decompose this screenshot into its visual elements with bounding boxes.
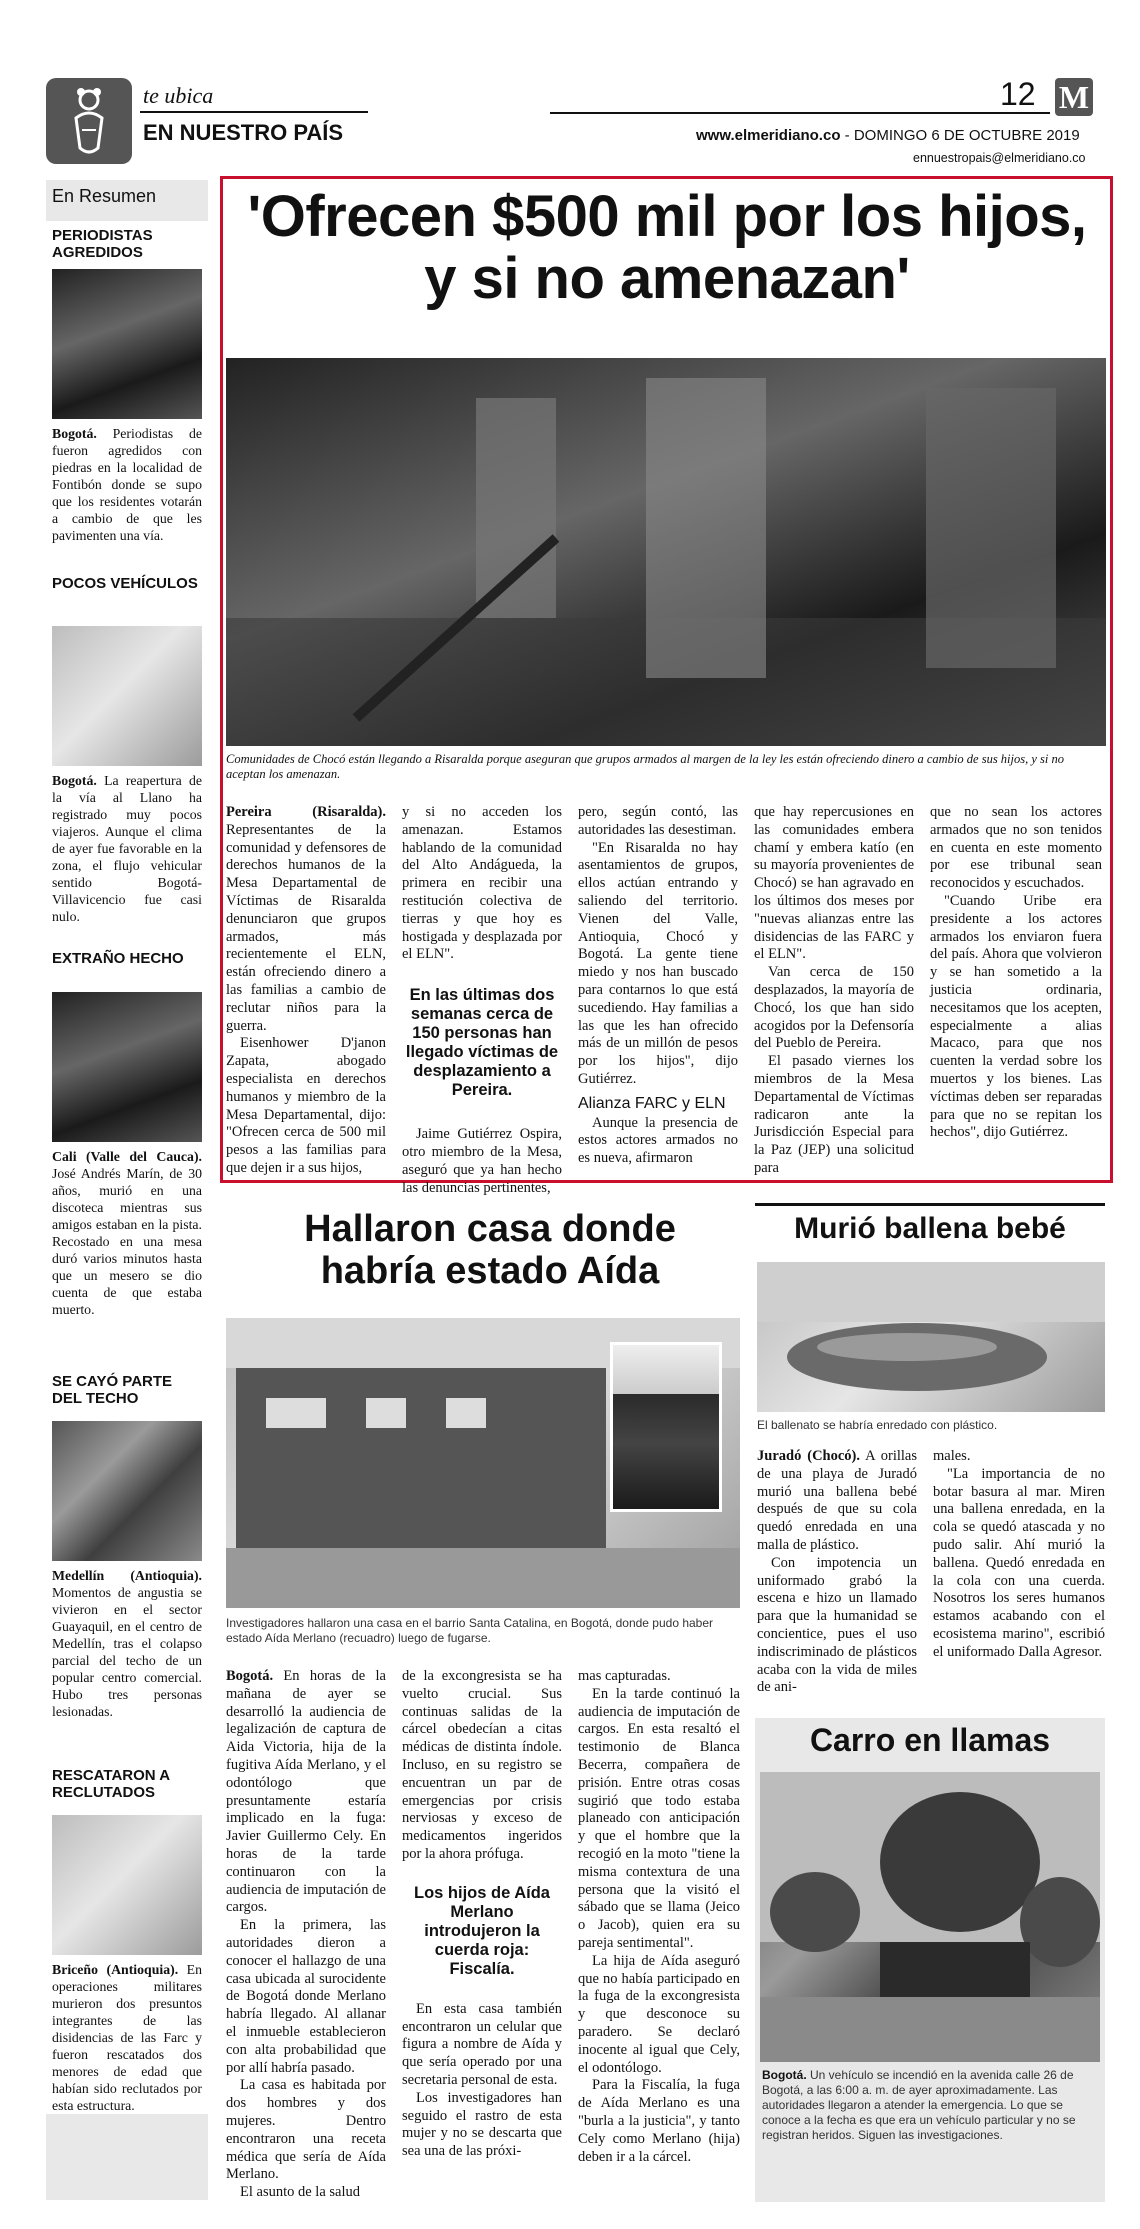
section-logo bbox=[46, 78, 132, 164]
main-headline: 'Ofrecen $500 mil por los hijos, y si no amenazan' bbox=[247, 184, 1087, 311]
date-text: - DOMINGO 6 DE OCTUBRE 2019 bbox=[844, 127, 1080, 144]
aida-photo-caption: Investigadores hallaron una casa en el barrio Santa Catalina, en Bogotá, donde pudo haber estado Aída Merlano (recuadro) luego de fugarse. bbox=[226, 1616, 714, 1645]
whale-headline: Murió ballena bebé bbox=[794, 1212, 1066, 1245]
whale-caption: El ballenato se habría enredado con plástico. bbox=[757, 1418, 998, 1432]
sidebar-text: Medellín (Antioquia). Momentos de angustia se vivieron en el sector Guayaquil, en el centro de Medellín, tras el colapso parcial del techo de un popular centro comercial. Hubo tres personas lesionadas. bbox=[52, 1568, 202, 1719]
sidebar-headline: EXTRAÑO HECHO bbox=[52, 950, 184, 967]
sidebar-text: Bogotá. Periodistas de fueron agredidos con piedras en la localidad de Fontibón donde se supo que los residentes votarán a cambio de que les pavimenten una vía. bbox=[52, 426, 202, 543]
sidebar-title: En Resumen bbox=[52, 186, 157, 206]
logo-letter: M bbox=[1058, 79, 1090, 115]
whale-col-2: males. "La importancia de no botar basura al mar. Miren una ballena enredada, en la cola se quedó atascada y no pudo salir. Ahí murió la ballena. Quedó enredada en la cola con una cuerda. Nosotros los seres humanos estamos acabando con el ecosistema marino", escribió el uniformado Dalla Agresor. bbox=[933, 1448, 1105, 1660]
aida-portrait-photo bbox=[610, 1342, 722, 1512]
sidebar-headline: PERIODISTAS AGREDIDOS bbox=[52, 227, 153, 261]
figure-icon bbox=[46, 78, 132, 164]
main-col-2: y si no acceden los amenazan. Estamos hablando de la comunidad del Alto Andágueda, la primera en recibir una restitución colectiva de tierras y que hoy es hostigada y desplazada por el ELN". En las últimas dos semanas cerca de 150 personas han llegado víctimas de desplazamiento a Pereira. Jaime Gutiérrez Ospira, otro miembro de la Mesa, aseguró que ya han hecho las denuncias pertinentes, bbox=[402, 804, 562, 1196]
aida-col-2: de la excongresista se ha vuelto crucial. Sus continuas salidas de la cárcel obedecían a citas médicas de distinta índole. Incluso, en su registro se encuentran un par de emergencias por crisis nerviosas y exceso de medicamentos ingeridos por la ahora prófuga. Los hijos de Aída Merlano introdujeron la cuerda roja: Fiscalía. En esta casa también encontraron un celular que figura a nombre de Aída y que sería operado por una secretaria personal de esta. Los investigadores han seguido el rastro de esta mujer y no se descarta que sea una de las próxi- bbox=[402, 1668, 562, 2160]
sidebar-text: Bogotá. La reapertura de la vía al Llano ha registrado muy pocos viajeros. Aunque el clima de ayer fue favorable en la zona, el flujo vehicular sentido Bogotá-Villavicencio fue casi nulo. bbox=[52, 773, 202, 924]
aida-headline: Hallaron casa donde habría estado Aída bbox=[304, 1208, 676, 1292]
sidebar-text: Cali (Valle del Cauca). José Andrés Marín, de 30 años, murió en una discoteca mientras sus amigos estaban en la pista. Recostado en una mesa duró varios minutos hasta que un mesero se dio cuenta de que estaba muerto. bbox=[52, 1149, 202, 1317]
sidebar bbox=[46, 180, 208, 2200]
car-caption: Bogotá. Un vehículo se incendió en la avenida calle 26 de Bogotá, a las 6:00 a. m. de ayer aproximadamente. Las autoridades llegaron a atender la emergencia. Lo que se conoce a la fecha es que era un vehículo particular y no se registran heridos. Siguen las investigaciones. bbox=[762, 2068, 1076, 2142]
whale-top-rule bbox=[755, 1203, 1105, 1206]
sidebar-text: Briceño (Antioquia). En operaciones militares murieron dos presuntos integrantes de las disidencias de las Farc y fueron rescatados dos menores de edad que habían sido reclutados por esta estructura. bbox=[52, 1962, 203, 2113]
main-photo bbox=[226, 358, 1106, 746]
car-photo bbox=[760, 1772, 1100, 2062]
section-title: EN NUESTRO PAÍS bbox=[143, 120, 344, 145]
whale-photo bbox=[757, 1262, 1105, 1412]
sidebar-photo bbox=[52, 1815, 202, 1955]
main-pull-quote: En las últimas dos semanas cerca de 150 personas han llegado víctimas de desplazamiento a Pereira. bbox=[405, 986, 559, 1100]
aida-pull-quote: Los hijos de Aída Merlano introdujeron la cuerda roja: Fiscalía. bbox=[414, 1883, 550, 1978]
sidebar-photo bbox=[52, 1421, 202, 1561]
website-link[interactable]: www.elmeridiano.co bbox=[696, 127, 841, 144]
header-divider bbox=[140, 111, 368, 113]
main-col-4: que hay repercusiones en las comunidades embera chamí y embera katío (en su mayoría provenientes de Chocó) se han agravado en los últimos dos meses por "nuevas alianzas entre las disidencias de las FARC y el ELN". Van cerca de 150 desplazados, la mayoría de Chocó, los que han sido acogidos por la Defensoría del Pueblo de Pereira. El pasado viernes los miembros de la Mesa Departamental de Víctimas radicaron ante la Jurisdicción Especial para la Paz (JEP) una solicitud para bbox=[754, 804, 914, 1176]
main-col-5: que no sean los actores armados que no son tenidos en cuenta en este momento por ese tribunal sean reconocidos y escuchados. "Cuando Uribe era presidente a los actores armados los enviaron fuera del país. Ahora que volvieron y se han sometido a la justicia ordinaria, necesitamos que los acepten, especialmente a alias Macaco, para que nos cuenten la verdad sobre los muertos y los bienes. Las víctimas deben ser reparadas para que no se repitan los hechos", dijo Gutiérrez. bbox=[930, 804, 1102, 1141]
whale-col-1: Juradó (Chocó). A orillas de una playa de Juradó murió una ballena bebé después de que su cola quedó enredada en una malla de plástico. Con impotencia un uniformado grabó la escena e hizo un llamado para que la humanidad se concientice, pues el uso indiscriminado de plásticos acaba con la vida de miles de ani- bbox=[757, 1448, 917, 1696]
sidebar-headline: RESCATARON A RECLUTADOS bbox=[52, 1767, 170, 1801]
aida-col-1: Bogotá. En horas de la mañana de ayer se desarrolló la audiencia de legalización de captura de Aida Victoria, hija de la fugitiva Aída Merlano, y el odontólogo que presuntamente estaría implicado en la fuga: Javier Guillermo Cely. En horas de la tarde continuaron con la audiencia de imputación de cargos. En la primera, las autoridades dieron a conocer el hallazgo de una casa ubicada al surocidente de Bogotá donde Merlano habría llegado. Al allanar el inmueble establecieron con alta probabilidad que por allí habría pasado. La casa es habitada por dos hombres y dos mujeres. Dentro encontraron una receta médica que sería de Aída Merlano. El asunto de la salud bbox=[226, 1668, 386, 2201]
email-link[interactable]: ennuestropais@elmeridiano.co bbox=[913, 151, 1086, 165]
section-tag: te ubica bbox=[143, 83, 214, 108]
car-headline: Carro en llamas bbox=[809, 1722, 1051, 1758]
whale-photo-icon bbox=[757, 1262, 1105, 1412]
main-photo-caption: Comunidades de Chocó están llegando a Risaralda porque aseguran que grupos armados al margen de la ley les están ofreciendo dinero a cambio de sus hijos, y si no aceptan los amenazan. bbox=[226, 752, 1065, 781]
sidebar-headline: POCOS VEHÍCULOS bbox=[52, 575, 198, 592]
main-subhead: Alianza FARC y ELN bbox=[578, 1094, 726, 1112]
sidebar-photo bbox=[52, 992, 202, 1142]
sidebar-headline: SE CAYÓ PARTE DEL TECHO bbox=[52, 1373, 173, 1407]
aida-col-3: mas capturadas. En la tarde continuó la audiencia de imputación de cargos. En esta resaltó el testimonio de Blanca Becerra, compañera de prisión. Entre otras cosas sugirió que todo estaba planeado con anticipación y que el hombre que la recogió en la moto "tiene la misma contextura de una persona que la visitó el sábado que se llama (Jeico o Jacob), quien era su pareja sentimental". La hija de Aída aseguró que no había participado en la fuga de la excongresista y que desconoce su paradero. Se declaró inocente al igual que Cely, el odontólogo. Para la Fiscalía, la fuga de Aída Merlano es una "burla a la justicia", y tanto Cely como Merlano (hija) deben ir a la cárcel. bbox=[578, 1668, 740, 2165]
car-fire-photo-icon bbox=[760, 1772, 1100, 2062]
soldiers-photo-icon bbox=[226, 358, 1106, 746]
main-col-1: Pereira (Risaralda). Representantes de la comunidad y defensores de derechos humanos de la Mesa Departamental de Víctimas de Risaralda denunciaron que grupos armados, más recientemente el ELN, están ofreciendo dinero a las familias a cambio de reclutar niños para la guerra. Eisenhower D'janon Zapata, abogado especialista en derechos humanos y miembro de la Mesa Departamental, dijo: "Ofrecen cerca de 500 mil pesos a las familias para que dejen ir a sus hijos, bbox=[226, 804, 386, 1176]
header-top-rule bbox=[550, 112, 1050, 114]
sidebar-photo bbox=[52, 269, 202, 419]
main-col-3: pero, según contó, las autoridades las desestiman. "En Risaralda no hay asentamientos de grupos, ellos actúan entrando y saliendo del territorio. Vienen del Valle, Antioquia, Chocó y Bogotá. La gente tiene miedo y nos han buscado para contarnos lo que está sucediendo. Hay familias a las que les han ofrecido más de un millón de pesos por los hijos", dijo Gutiérrez. Alianza FARC y ELN Aunque la presencia de estos actores armados no es nueva, afirmaron bbox=[578, 804, 738, 1167]
dateline bbox=[696, 127, 1080, 144]
sidebar-photo bbox=[52, 626, 202, 766]
page-number: 12 bbox=[1000, 76, 1036, 112]
logo bbox=[1055, 78, 1093, 116]
